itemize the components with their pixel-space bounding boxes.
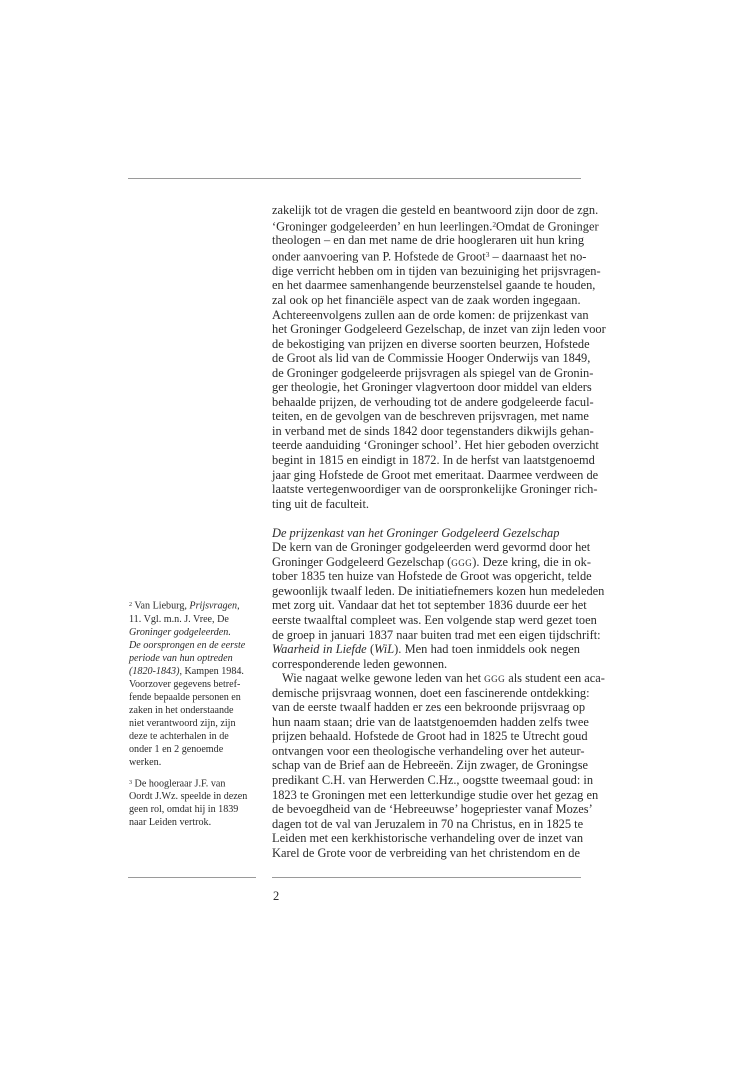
text-line: zakelijk tot de vragen die gesteld en beantwoord zijn door de zgn. <box>272 203 599 217</box>
text-line: hun naam staan; drie van de laatstgenoemden hadden zelfs twee <box>272 714 589 729</box>
text-line: de bekostiging van prijzen en diverse soorten beurzen, Hofstede <box>272 336 590 351</box>
italic-text: De oorsprongen en de eerste <box>129 639 246 651</box>
text-line: Leiden met een kerkhistorische verhandeling over de inzet van <box>272 831 584 846</box>
text-line <box>272 642 580 657</box>
small-caps-text: ggg <box>484 671 506 686</box>
text-line: dige verricht hebben om in tijden van bezuiniging het prijsvragen- <box>272 263 601 278</box>
italic-text: (1820-1843) <box>129 665 180 677</box>
body-paragraph <box>272 540 605 671</box>
text-line: werken. <box>129 756 162 768</box>
text-line: predikant C.H. van Herwerden C.Hz., oogstte tweemaal goud: in <box>272 773 594 788</box>
text-line <box>129 652 256 665</box>
text-line: in verband met de sinds 1842 door tegenstanders dikwijls gehan- <box>272 423 594 438</box>
footnote-marker: 2 <box>129 602 133 608</box>
text-segment: ‘Groninger godgeleerden’ en hun leerlingen. <box>272 218 493 233</box>
footnote-marker: 2 <box>492 219 497 229</box>
text-segment: Groninger Godgeleerd Gezelschap ( <box>272 554 452 569</box>
footnote <box>129 777 256 830</box>
text-line <box>272 554 591 570</box>
text-line: het Groninger Godgeleerd Gezelschap, de inzet van zijn leden voor <box>272 322 606 337</box>
body-paragraph <box>272 671 605 860</box>
text-line: zaken in het onderstaande <box>129 704 234 716</box>
italic-text: periode van hun optreden <box>129 652 233 664</box>
text-line <box>272 248 587 264</box>
text-segment: ( <box>366 642 375 657</box>
main-text-column <box>272 203 606 860</box>
text-line: ger theologie, het Groninger vlagvertoon door middel van elders <box>272 380 592 395</box>
section-gap <box>272 511 580 526</box>
text-segment: Van Lieburg, <box>132 600 190 612</box>
body-paragraph <box>272 203 606 511</box>
text-line: dagen tot de val van Jeruzalem in 70 na Christus, en in 1825 te <box>272 816 584 831</box>
text-line: fende bepaalde personen en <box>129 691 241 703</box>
text-line: theologen – en dan met name de drie hoogleraren uit hun kring <box>272 233 585 248</box>
text-segment: , <box>237 600 240 612</box>
text-line: de Groninger godgeleerde prijsvragen als spiegel van de Gronin- <box>272 365 594 380</box>
text-segment: – daarnaast het no- <box>489 249 587 264</box>
footnotes-bottom-rule <box>128 877 256 878</box>
text-line: teerde aanduiding ‘Groninger school’. Het hier geboden overzicht <box>272 438 599 453</box>
footnotes-column <box>129 599 256 829</box>
text-line: laatste vertegenwoordiger van de oorspronkelijke Groninger rich- <box>272 482 598 497</box>
footnote-marker: 3 <box>485 249 490 259</box>
text-line: De kern van de Groninger godgeleerden werd gevormd door het <box>272 540 591 555</box>
italic-text: Waarheid in Liefde <box>272 642 367 657</box>
text-line: en het daarmee samenhangende beurzenstelsel gaande te houden, <box>272 278 596 293</box>
text-line: onder 1 en 2 genoemde <box>129 743 224 755</box>
text-line: tober 1835 ten huize van Hofstede de Groot was opgericht, telde <box>272 569 592 584</box>
text-line: jaar ging Hofstede de Groot met emeritaat. Daarmee verdween de <box>272 467 599 482</box>
italic-text: WiL <box>374 642 395 657</box>
text-line <box>272 671 605 686</box>
text-line <box>129 777 256 791</box>
text-line: Voorzover gegevens betref- <box>129 678 241 690</box>
text-segment: De hoogleraar J.F. van <box>132 778 226 790</box>
text-line: de Groot als lid van de Commissie Hooger Onderwijs van 1849, <box>272 351 591 366</box>
footnote-marker: 3 <box>129 779 133 786</box>
text-line: deze te achterhalen in de <box>129 730 229 742</box>
text-line: gewoonlijk twaalf leden. De initiatiefnemers kozen hun medeleden <box>272 583 605 598</box>
text-line: niet verantwoord zijn, zijn <box>129 717 236 729</box>
text-line: geen rol, omdat hij in 1839 <box>129 804 239 816</box>
text-line: Karel de Grote voor de verbreiding van het christendom en de <box>272 845 580 860</box>
top-rule <box>128 178 581 179</box>
footnote <box>129 599 256 769</box>
text-line: zal ook op het financiële aspect van de zaak worden ingegaan. <box>272 292 581 307</box>
text-line: behaalde prijzen, de verhouding tot de andere godgeleerde facul- <box>272 394 594 409</box>
text-segment: Wie nagaat welke gewone leden van het <box>282 671 485 686</box>
text-line: de bevoegdheid van de ‘Hebreeuwse’ hogepriester vanaf Mozes’ <box>272 802 593 817</box>
section-heading: De prijzenkast van het Groninger Godgeleerd Gezelschap <box>272 525 560 540</box>
text-line: ontvangen voor een theologische verhandeling over het auteur- <box>272 743 585 758</box>
text-segment: als student een aca- <box>505 671 605 686</box>
text-segment: ). Deze kring, die in ok- <box>472 554 591 569</box>
italic-text: Groninger godgeleerden. <box>129 626 231 638</box>
page-number: 2 <box>273 889 280 903</box>
text-line <box>129 626 256 639</box>
text-line: ting uit de faculteit. <box>272 496 370 511</box>
text-line: teiten, en de gevolgen van de beschreven prijsvragen, met name <box>272 409 589 424</box>
text-line <box>129 599 256 613</box>
text-line: corresponderende leden gewonnen. <box>272 656 448 671</box>
main-bottom-rule <box>272 877 581 878</box>
small-caps-text: ggg <box>451 554 473 569</box>
text-segment: Omdat de Groninger <box>496 218 599 233</box>
text-segment: onder aanvoering van P. Hofstede de Groot <box>272 249 486 264</box>
text-line <box>272 218 599 234</box>
text-line: Achtereenvolgens zullen aan de orde komen: de prijzenkast van <box>272 307 589 322</box>
italic-text: Prijsvragen <box>189 600 238 612</box>
text-line: 11. Vgl. m.n. J. Vree, De <box>129 613 229 625</box>
text-line: 1823 te Groningen met een letterkundige studie over het gezag en <box>272 787 599 802</box>
text-line <box>129 639 256 652</box>
text-line: begint in 1815 en eindigt in 1872. In de herfst van laatstgenoemd <box>272 452 595 467</box>
text-line: demische prijsvraag wonnen, doet een fascinerende ontdekking: <box>272 685 590 700</box>
text-line: eerste twaalftal compleet was. Een volgende stap werd gezet toen <box>272 613 597 627</box>
text-line: Oordt J.Wz. speelde in dezen <box>129 791 248 803</box>
text-line: naar Leiden vertrok. <box>129 817 212 829</box>
text-line: de groep in januari 1837 naar buiten trad met een eigen tijdschrift: <box>272 627 601 642</box>
text-segment: ). Men had toen inmiddels ook negen <box>394 642 580 657</box>
text-line: van de eerste twaalf hadden er zes een bekroonde prijsvraag op <box>272 700 586 715</box>
text-line: prijzen behaald. Hofstede de Groot had in 1825 te Utrecht goud <box>272 729 588 744</box>
text-line <box>129 665 256 678</box>
text-line: met zorg uit. Vandaar dat het tot september 1836 duurde eer het <box>272 598 587 613</box>
text-segment: , Kampen 1984. <box>179 665 244 677</box>
text-line: schap van de Brief aan de Hebreeën. Zijn zwager, de Groningse <box>272 758 589 773</box>
